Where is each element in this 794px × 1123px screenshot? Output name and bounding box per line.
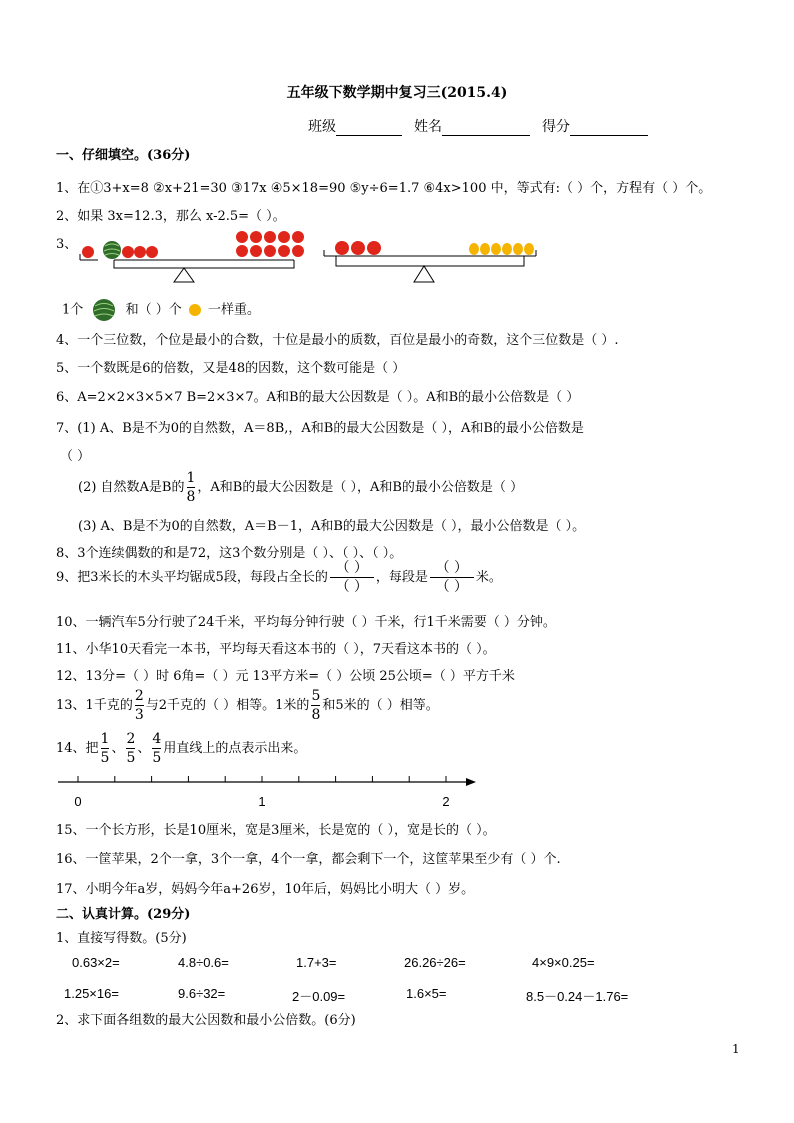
question-1: 1、在①3+x=8 ②x+21=30 ③17x ④5×18=90 ⑤y÷6=1.7 ⑥4x>100 中，等式有:（ ）个，方程有（ ）个。 (56, 181, 712, 196)
fraction (187, 470, 196, 505)
question-10: 10、一辆汽车5分行驶了24千米，平均每分钟行驶（ ）千米，行1千米需要（ ）分钟。 (56, 615, 556, 630)
student-info-line (308, 116, 648, 136)
apple-icon (82, 246, 94, 258)
orange-icon (524, 243, 534, 255)
question-7-part-3: (3) A、B是不为0的自然数，A＝B－1，A和B的最大公因数是（ ），最小公倍数是（ ）。 (78, 519, 586, 534)
orange-icon (513, 243, 523, 255)
calc-item: 2－0.09= (292, 989, 346, 1004)
q7-2-pre: (2) 自然数A是B的 (78, 480, 185, 495)
question-11: 11、小华10天看完一本书，平均每天看这本书的（ ），7天看这本书的（ ）。 (56, 642, 496, 657)
apple-icon (134, 246, 146, 258)
question-3-text (62, 297, 260, 323)
page-number: 1 (732, 1042, 740, 1056)
question-7-part-1-blank: （ ） (60, 449, 91, 464)
calc-item: 1.25×16= (64, 986, 119, 1001)
q13-mid1: 与2千克的（ ）相等。1米的 (145, 698, 310, 713)
question-14: 14、把 $\frac{1}{5}$ 、 $\frac{2}{5}$ 、 $\frac{4}{5}$ 用直线上的点表示出来。 (56, 731, 307, 766)
question-7-part-2 (78, 470, 523, 506)
question-9 (56, 560, 502, 596)
question-17: 17、小明今年a岁，妈妈今年a+26岁，10年后，妈妈比小明大（ ）岁。 (56, 882, 475, 897)
q3-text-b: 和（ ）个 (125, 302, 182, 318)
number-line[interactable] (56, 770, 486, 812)
question-15: 15、一个长方形，长是10厘米，宽是3厘米，长是宽的（ ），宽是长的（ ）。 (56, 823, 496, 838)
orange-icon (480, 243, 490, 255)
apple-icon (335, 241, 349, 255)
question-7-part-1: 7、(1) A、B是不为0的自然数，A＝8B,，A和B的最大公因数是（ ），A和B的最小公倍数是 (56, 421, 584, 436)
balance-scale-left (80, 231, 304, 282)
score-blank[interactable] (570, 119, 648, 136)
apple-icon (351, 241, 365, 255)
q3-text-c: 一样重。 (207, 302, 260, 318)
q7-2-post: ，A和B的最大公因数是（ ），A和B的最小公倍数是（ ） (197, 480, 524, 495)
apple-icon (278, 231, 290, 243)
balance-scales-figure (74, 224, 544, 290)
calc-item: 8.5－0.24－1.76= (526, 989, 629, 1004)
fraction-blank[interactable]: （ ） （ ） (430, 560, 474, 595)
fraction-blank[interactable]: （ ） （ ） (330, 560, 374, 595)
apple-icon (250, 245, 262, 257)
q3-text-a: 1个 (62, 302, 84, 318)
question-13 (56, 686, 439, 726)
question-16: 16、一筐苹果，2个一拿，3个一拿，4个一拿，都会剩下一个，这筐苹果至少有（ ）个. (56, 852, 561, 867)
calc-item: 1.6×5= (406, 986, 447, 1001)
score-label: 得分 (542, 119, 570, 135)
apple-icon (264, 245, 276, 257)
apple-icon (146, 246, 158, 258)
apple-icon (292, 245, 304, 257)
calc-item: 26.26÷26= (404, 955, 466, 970)
question-6: 6、A=2×2×3×5×7 B=2×3×7。A和B的最大公因数是（ ）。A和B的最小公倍数是（ ） (56, 390, 580, 405)
apple-icon (122, 246, 134, 258)
apple-icon (236, 245, 248, 257)
question-3-number: 3、 (56, 237, 78, 252)
question-8: 8、3个连续偶数的和是72，这3个数分别是（ ）、（ ）、（ ）。 (56, 546, 403, 561)
tick-label-2: 2 (442, 794, 450, 809)
class-label: 班级 (308, 119, 336, 135)
fraction: $\frac{1}{5}$ (100, 731, 110, 766)
tick-label-1: 1 (258, 794, 266, 809)
q9-mid: ，每段是 (375, 570, 428, 585)
calc-item: 1.7+3= (296, 955, 337, 970)
calc-item: 4.8÷0.6= (178, 955, 229, 970)
watermelon-icon (91, 297, 117, 323)
numerator: 1 (186, 470, 196, 486)
calc-item: 4×9×0.25= (532, 955, 595, 970)
class-blank[interactable] (336, 119, 402, 136)
q14-post: 用直线上的点表示出来。 (163, 741, 307, 756)
watermelon-icon (103, 241, 121, 259)
orange-icon (502, 243, 512, 255)
name-label: 姓名 (414, 119, 442, 135)
fraction: $\frac{2}{3}$ (134, 688, 144, 723)
orange-icon (188, 303, 202, 317)
apple-icon (250, 231, 262, 243)
q9-post: 米。 (475, 570, 502, 585)
apple-icon (278, 245, 290, 257)
calc-item: 9.6÷32= (178, 986, 226, 1001)
apple-icon (367, 241, 381, 255)
q14-pre: 14、把 (56, 741, 99, 756)
q13-mid2: 和5米的（ ）相等。 (322, 698, 439, 713)
question-4: 4、一个三位数，个位是最小的合数，十位是最小的质数，百位是最小的奇数，这个三位数是（ ）. (56, 333, 619, 348)
name-blank[interactable] (442, 119, 530, 136)
orange-icon (469, 243, 479, 255)
balance-scale-right (324, 241, 536, 282)
fraction: $\frac{2}{5}$ (126, 731, 136, 766)
tick-label-0: 0 (74, 794, 82, 809)
section-2-header: 二、认真计算。(29分) (56, 907, 191, 922)
apple-icon (292, 231, 304, 243)
calc-item: 0.63×2= (72, 955, 120, 970)
orange-icon (491, 243, 501, 255)
q13-pre: 13、1千克的 (56, 698, 133, 713)
calc-1-label: 1、直接写得数。(5分) (56, 931, 187, 946)
q9-pre: 9、把3米长的木头平均锯成5段，每段占全长的 (56, 570, 328, 585)
page-title: 五年级下数学期中复习三(2015.4) (286, 85, 508, 101)
question-5: 5、一个数既是6的倍数，又是48的因数，这个数可能是（ ） (56, 361, 406, 376)
apple-icon (236, 231, 248, 243)
fraction: $\frac{5}{8}$ (311, 688, 321, 723)
apple-icon (264, 231, 276, 243)
fraction: $\frac{4}{5}$ (152, 731, 162, 766)
denominator: 8 (186, 489, 196, 505)
question-2: 2、如果 3x=12.3，那么 x-2.5=（ ）。 (56, 209, 286, 224)
question-12: 12、13分=（ ）时 6角=（ ）元 13平方米=（ ）公顷 25公顷=（ ）平方千米 (56, 669, 515, 684)
section-1-header: 一、仔细填空。(36分) (56, 148, 191, 163)
calc-2-label: 2、求下面各组数的最大公因数和最小公倍数。(6分) (56, 1013, 356, 1028)
